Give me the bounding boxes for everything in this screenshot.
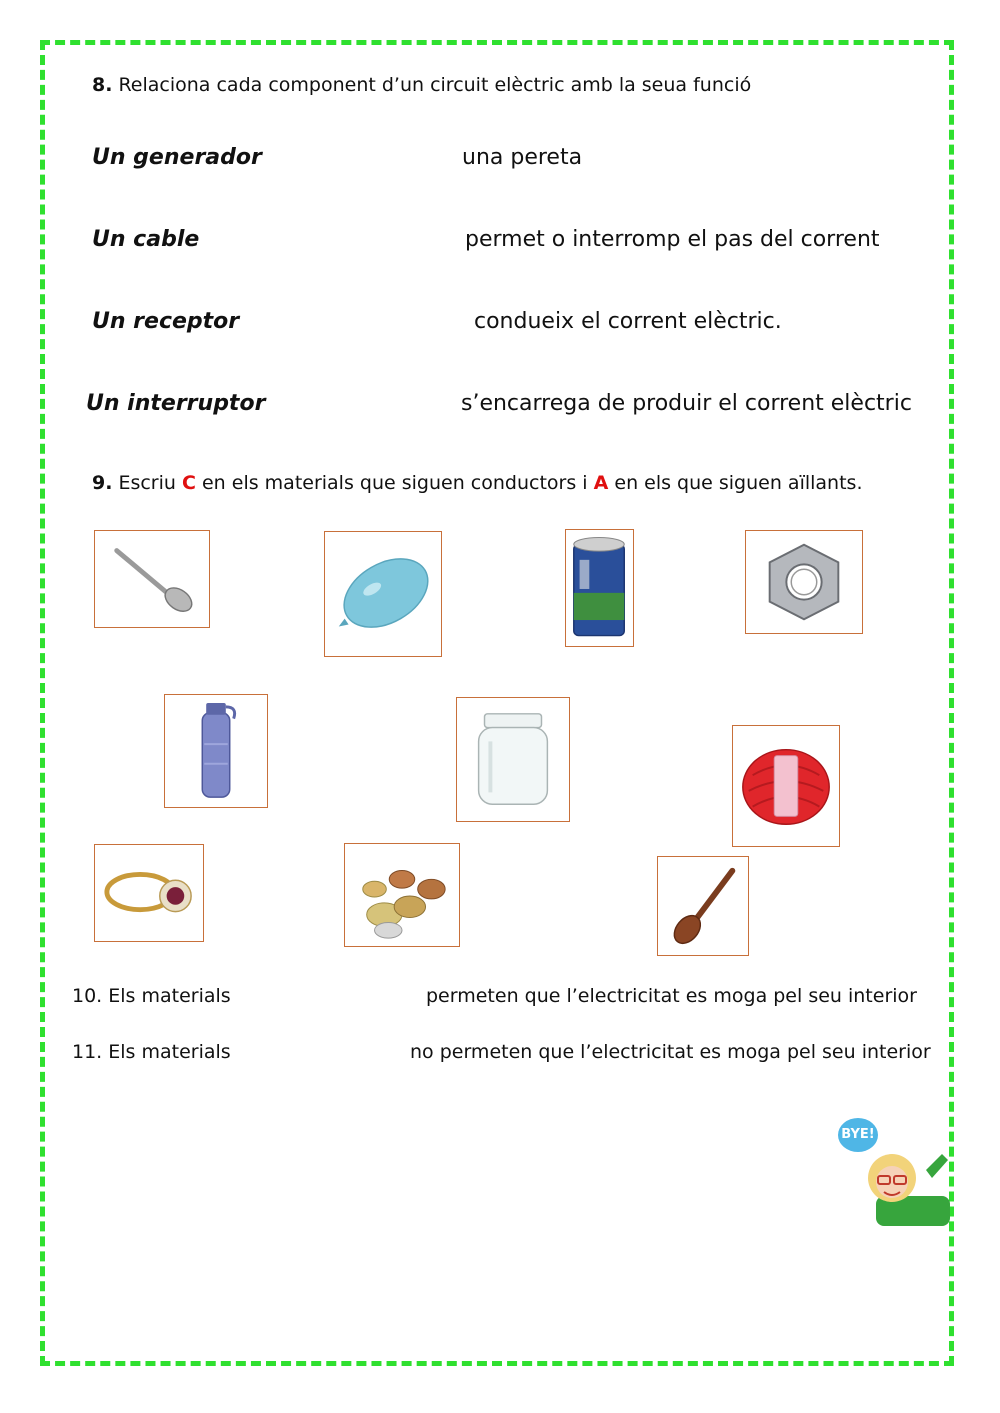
can-icon [566, 530, 633, 646]
question-number: 9. [92, 472, 113, 494]
item-balloon[interactable] [324, 531, 442, 657]
bye-character-icon [866, 1140, 950, 1226]
question-text: Escriu [118, 472, 176, 494]
jar-icon [457, 698, 569, 821]
term-interruptor[interactable]: Un interruptor [86, 391, 266, 416]
question-number: 8. [92, 74, 113, 96]
q10-left: 10. Els materials [72, 985, 231, 1007]
balloon-icon [325, 532, 441, 656]
question-8-title [92, 74, 751, 96]
item-jar[interactable] [456, 697, 570, 822]
letter-a: A [593, 472, 609, 494]
bottle-icon [165, 695, 267, 807]
question-text: en els que siguen aïllants. [614, 472, 863, 494]
nut-icon [746, 531, 862, 633]
q10-right: permeten que l’electricitat es moga pel seu interior [426, 985, 917, 1007]
q11-left: 11. Els materials [72, 1041, 231, 1063]
ring-icon [95, 845, 203, 941]
item-coins[interactable] [344, 843, 460, 947]
wool-icon [733, 726, 839, 846]
term-generator[interactable]: Un generador [92, 145, 262, 170]
letter-c: C [181, 472, 196, 494]
question-text: Relaciona cada component d’un circuit elèctric amb la seua funció [118, 74, 752, 96]
item-wool[interactable] [732, 725, 840, 847]
item-wooden-spoon[interactable] [657, 856, 749, 956]
term-cable[interactable]: Un cable [92, 227, 200, 252]
item-bottle[interactable] [164, 694, 268, 808]
definition-1[interactable]: una pereta [462, 145, 583, 170]
question-9-title [92, 472, 863, 494]
item-ring[interactable] [94, 844, 204, 942]
coins-icon [345, 844, 459, 946]
item-spoon[interactable] [94, 530, 210, 628]
definition-3[interactable]: condueix el corrent elèctric. [474, 309, 782, 334]
spoon-icon [95, 531, 209, 627]
item-can[interactable] [565, 529, 634, 647]
question-text: en els materials que siguen conductors i [201, 472, 588, 494]
item-nut[interactable] [745, 530, 863, 634]
definition-4[interactable]: s’encarrega de produir el corrent elèctric [461, 391, 912, 416]
term-receptor[interactable]: Un receptor [92, 309, 240, 334]
bye-bubble: BYE! [838, 1118, 878, 1152]
wooden-spoon-icon [658, 857, 748, 955]
q11-right: no permeten que l’electricitat es moga pel seu interior [410, 1041, 931, 1063]
definition-2[interactable]: permet o interromp el pas del corrent [465, 227, 880, 252]
